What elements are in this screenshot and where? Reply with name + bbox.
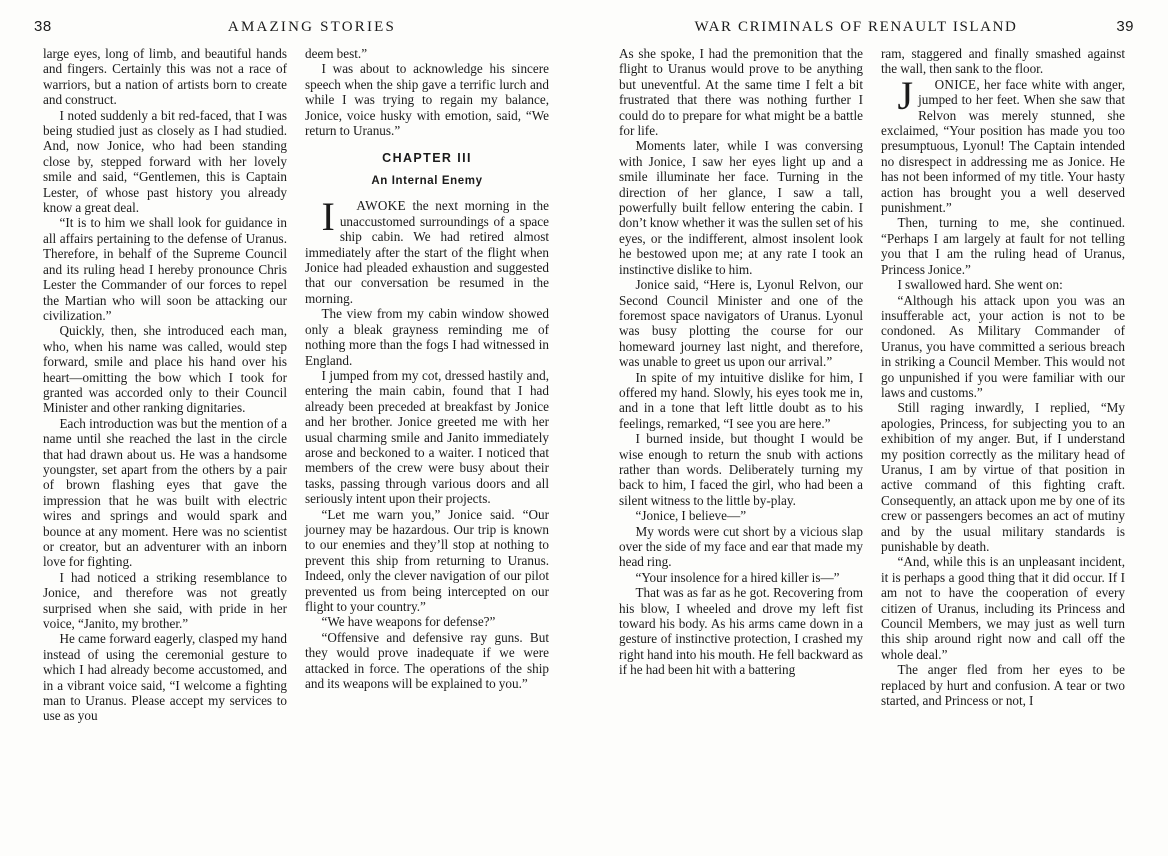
- left-page: [34, 46, 558, 842]
- section-opening-paragraph: [881, 72, 1125, 216]
- paragraph: Then, turning to me, she continued. “Perhaps I am largely at fault for not telling you that I am the ruling head of Uranus, Princess Jonice.”: [881, 215, 1125, 277]
- opening-rest: , her face white with anger, jumped to her feet. When she saw that Relvon was merely stunned, she exclaimed, “Your position has made you too presumptuous, Lyonul! The Captain intended no disrespect in addressing me as Jonice. He has not been informed of my title. Your hasty action has brought you a well deserved punishment.”: [881, 76, 1125, 216]
- paragraph: I swallowed hard. She went on:: [897, 277, 1063, 293]
- paragraph: “And, while this is an unpleasant incident, it is perhaps a good thing that it did occur. If I am not to have the cooperation of every citizen of Uranus, including its Princess and Council Members, we may just as well turn this ship around right now and call off the whole deal.”: [881, 554, 1125, 662]
- paragraph: As she spoke, I had the premonition that the flight to Uranus would prove to be anything but uneventful. At the same time I felt a bit frustrated that there was nothing further I could do to prepare for what might be a battle for life.: [619, 46, 863, 139]
- paragraph: “Jonice, I believe—”: [635, 508, 747, 524]
- left-running-title: AMAZING STORIES: [227, 19, 397, 35]
- column-3: [610, 46, 872, 842]
- opening-lead-words: ONICE: [934, 76, 977, 92]
- page-gutter: [558, 46, 610, 842]
- paragraph: “We have weapons for defense?”: [321, 614, 496, 630]
- paragraph: I had noticed a striking resemblance to Jonice, and therefore was not greatly surprised when she said, with pride in her voice, “Janito, my brother.”: [43, 569, 287, 632]
- right-page-number: 39: [1116, 18, 1134, 35]
- column-4: [872, 46, 1134, 842]
- column-2: [296, 46, 558, 842]
- paragraph: Jonice said, “Here is, Lyonul Relvon, our Second Council Minister and one of the foremost space navigators of Uranus. Lyonul was busy plotting the course for our homeward journey last night, and therefore, was unable to greet us upon our arrival.”: [619, 277, 863, 370]
- drop-cap-letter: I: [321, 194, 335, 240]
- chapter-opening-paragraph: [305, 194, 549, 306]
- paragraph: I burned inside, but thought I would be wise enough to return the snub with actions rather than words. Deliberately turning my back to him, I faced the girl, who had been a silent witness to the little by-play.: [619, 431, 863, 508]
- paragraph: The view from my cabin window showed only a bleak grayness reminding me of nothing more than the fogs I had witnessed in England.: [305, 306, 549, 368]
- right-running-title: WAR CRIMINALS OF RENAULT ISLAND: [694, 19, 1018, 35]
- paragraph: In spite of my intuitive dislike for him, I offered my hand. Slowly, his eyes took me in, and in a tone that left little doubt as to his feelings, remarked, “I see you are here.”: [619, 369, 863, 431]
- paragraph: deem best.”: [305, 46, 368, 61]
- paragraph: I jumped from my cot, dressed hastily and, entering the main cabin, found that I had already been preceded at breakfast by Jonice and her brother. Jonice greeted me with her usual charming smile and Janito immediately arose and beckoned to a waiter. I noticed that members of the crew were busy about their tasks, passing through various doors and all seriously intent upon their projects.: [305, 367, 549, 507]
- paragraph: “It is to him we shall look for guidance in all affairs pertaining to the defense of Uranus. Therefore, in behalf of the Supreme Council and its ruling head I hereby pronounce Chris Lester the Commander of our forces to repel the Martian who will soon be attacking our civilization.”: [43, 215, 287, 323]
- paragraph: He came forward eagerly, clasped my hand instead of using the ceremonial gesture to which I had already become accustomed, and in a vibrant voice said, “I welcome a fighting man to Uranus. Please accept my services to use as you: [43, 631, 287, 724]
- paragraph: “Although his attack upon you was an insufferable act, your action is not to be condoned. As Military Commander of Uranus, you have committed a serious breach in striking a Council Member. This would not go unpunished if you were familiar with our laws and customs.”: [881, 292, 1125, 400]
- opening-lead-words: AWOKE: [356, 198, 406, 214]
- column-1: [34, 46, 296, 842]
- paragraph: “Offensive and defensive ray guns. But they would prove inadequate if we were attacked in force. The operations of the ship and its weapons will be explained to you.”: [305, 629, 549, 692]
- opening-rest: the next morning in the unaccustomed surroundings of a space ship cabin. We had retired almost immediately after the start of the flight when Jonice had pleaded exhaustion and suggested that our conversation be resumed in the morning.: [305, 198, 549, 306]
- paragraph: The anger fled from her eyes to be replaced by hurt and confusion. A tear or two started, and Princess or not, I: [881, 662, 1125, 709]
- paragraph: Quickly, then, she introduced each man, who, when his name was called, would step forward, smile and place his hand over his heart—omitting the bow which I took for granted was accorded only to their Council Minister and other ranking dignitaries.: [43, 323, 287, 416]
- paragraph: “Let me warn you,” Jonice said. “Our journey may be hazardous. Our trip is known to our enemies and they’ll stop at nothing to prevent this ship from returning to Uranus. Indeed, only the clever navigation of our pilot prevented us from being intercepted on our flight to your country.”: [305, 506, 549, 614]
- paragraph: Moments later, while I was conversing with Jonice, I saw her eyes light up and a smile illuminate her face. Turning in the direction of her glance, I saw a tall, powerfully built fellow entering the cabin. I don’t know whether it was the sullen set of his eyes, or the indifferent, almost insolent look he bestowed upon me; at any rate I took an instinctive dislike to him.: [619, 138, 863, 277]
- drop-cap-letter: J: [897, 72, 914, 118]
- chapter-number: CHAPTER III: [382, 151, 472, 166]
- left-page-number: 38: [34, 18, 52, 35]
- paragraph: ram, staggered and finally smashed against the wall, then sank to the floor.: [881, 46, 1125, 77]
- running-head: [34, 18, 1134, 40]
- chapter-title: An Internal Enemy: [371, 175, 483, 188]
- paragraph: My words were cut short by a vicious slap over the side of my face and ear that made my head ring.: [619, 523, 863, 570]
- paragraph: I was about to acknowledge his sincere speech when the ship gave a terrific lurch and while I was trying to regain my balance, Jonice, voice husky with emotion, said, “We return to Uranus.”: [305, 61, 549, 139]
- paragraph: Each introduction was but the mention of a name until she reached the last in the circle that had drawn about us. He was a handsome youngster, set apart from the others by a pair of brown flashing eyes that gave the impression that he was built with electric wires and springs and would spark and bounce at any moment. Here was no scientist or creator, but an adventurer with an inborn love for fighting.: [43, 415, 287, 570]
- paragraph: Still raging inwardly, I replied, “My apologies, Princess, for subjecting you to an exhibition of my anger. But, if I understand my position correctly as the military head of Uranus, I am by virtue of that position in active command of this fighting craft. Consequently, an attack upon me by one of its crew or passengers becomes an act of mutiny and by the usual military standards is punishable by death.: [881, 400, 1125, 554]
- paragraph: large eyes, long of limb, and beautiful hands and fingers. Certainly this was not a race of warriors, but a nation of artists born to create and construct.: [43, 46, 287, 108]
- paragraph: “Your insolence for a hired killer is—”: [635, 569, 840, 585]
- text-spread: [34, 46, 1134, 842]
- right-page: [610, 46, 1134, 842]
- paragraph: That was as far as he got. Recovering from his blow, I wheeled and drove my left fist toward his body. As his arms came down in a gesture of instinctive protection, I crashed my right hand into his mouth. He fell backward as if he had been hit with a battering: [619, 585, 863, 678]
- paragraph: I noted suddenly a bit red-faced, that I was being studied just as closely as I had studied. And, now Jonice, who had been standing close by, stepped forward with her lovely smile and said, “Gentlemen, this is Captain Lester, of whose past history you already know a great deal.: [43, 107, 287, 216]
